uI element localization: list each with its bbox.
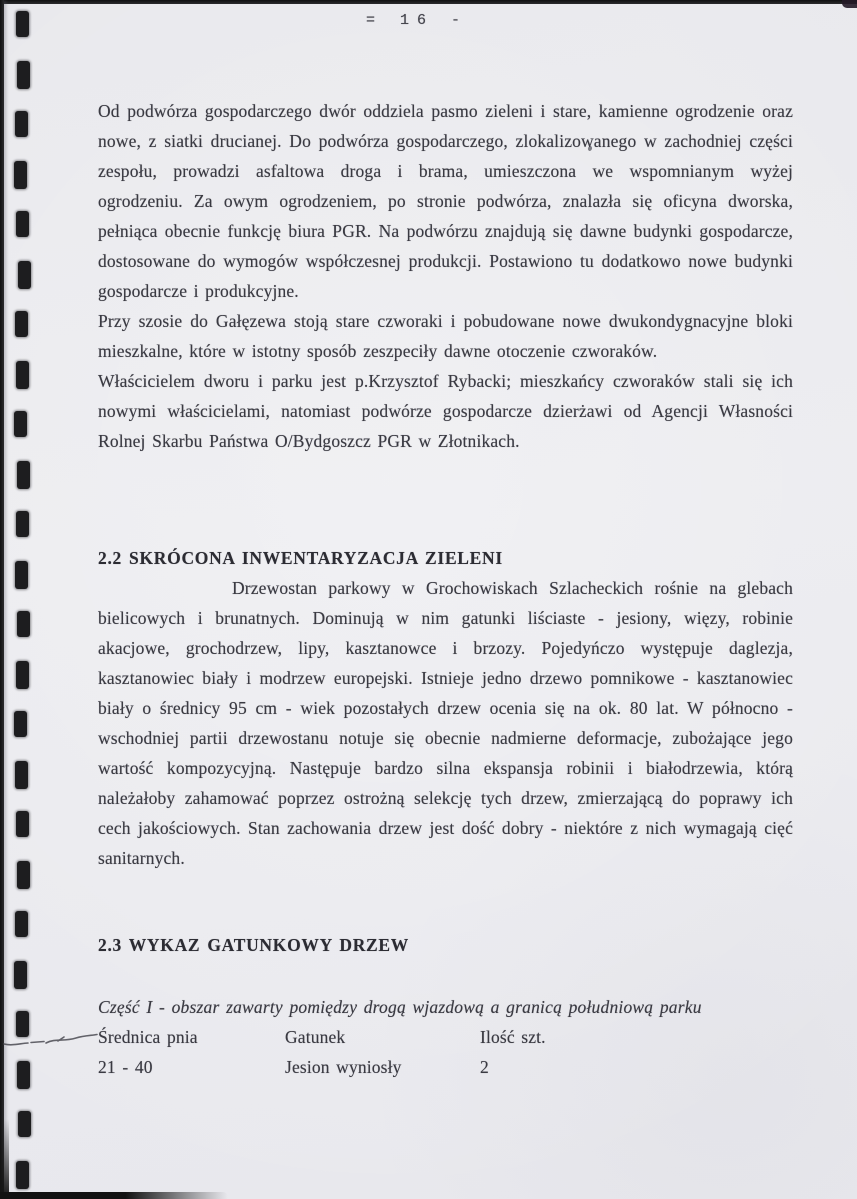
scan-edge-left [0,0,4,1199]
column-header-count: Ilość szt. [480,1027,546,1047]
binding-hole [14,411,27,437]
scan-edge-bottom-left [0,1119,9,1199]
paragraph-czworaki: Przy szosie do Gałęzewa stoją stare czworaki i pobudowane nowe dwukondygnacyjne bloki mieszkalne, które w istotny sposób zeszpeciły dawne otoczenie czworaków. [98,311,793,361]
binding-hole [14,161,27,189]
scan-edge-bottom [0,1192,228,1199]
cell-count: 2 [480,1057,489,1077]
binding-hole [16,1161,29,1189]
binding-hole [15,761,28,789]
binding-hole [16,811,29,837]
scan-edge-top [0,0,857,4]
binding-hole [16,661,29,689]
binding-hole [17,61,30,89]
section-2-2-paragraph: Drzewostan parkowy w Grochowiskach Szlacheckich rośnie na glebach bielicowych i brunatnych. Dominują w nim gatunki liściaste - jesiony, więzy, robinie akacjowe, grochodrzew, lipy, kasztanowce i brzozy. Pojedyńczo występuje daglezja, kasztanowiec biały i modrzew europejski. Istnieje jedno drzewo pomnikowe - kasztanowiec biały o średnicy 95 cm - wiek pozostałych drzew ocenia się na ok. 80 lat. W północno - wschodniej partii drzewostanu notuje się obecnie nadmierne deformacje, zubożające jego wartość kompozycyjną. Następuje bardzo silna ekspansja robinii i białodrzewia, którą należałoby zahamować poprzez ostrożną selekcję tych drzew, zmierzającą do poprawy ich cech jakościowych. Stan zachowania drzew jest dość dobry - niektóre z nich wymagają cięć sanitarnych. [98,578,793,868]
binding-hole [14,961,27,989]
binding-hole [15,111,28,137]
binding-hole [16,361,29,389]
binding-hole [16,211,29,237]
binding-hole [18,1111,31,1137]
binding-hole [16,11,29,37]
table-row [98,1052,793,1082]
part-1-caption: Część I - obszar zawarty pomiędzy drogą wjazdową a granicą południową parku [98,997,702,1017]
paragraph-farm-courtyard: Od podwórza gospodarczego dwór oddziela pasmo zieleni i stare, kamienne ogrodzenie oraz nowe, z siatki drucianej. Do podwórza gospodarczego, zlokalizowanego w zachodniej części zespołu, prowadzi asfaltowa droga i brama, umieszczona we wspomnianym wyżej ogrodzeniu. Za owym ogrodzeniem, po stronie podwórza, znalazła się oficyna dworska, pełniąca obecnie funkcję biura PGR. Na podwórzu znajdują się dawne budynki gospodarcze, dostosowane do wymogów współczesnej produkcji. Postawiono tu dodatkowo nowe budynki gospodarcze i produkcyjne. [98,101,793,301]
binding-hole [17,1061,30,1089]
column-header-trunk-diameter: Średnica pnia [98,1027,198,1047]
table-header-row [98,1022,793,1052]
pen-mark [0,1028,110,1050]
paragraph-owners: Właścicielem dworu i parku jest p.Krzysztof Rybacki; mieszkańcy czworaków stali się ich nowymi właścicielami, natomiast podwórze gospodarcze dzierżawi od Agencji Własności Rolnej Skarbu Państwa O/Bydgoszcz PGR w Złotnikach. [98,371,793,451]
binding-hole [16,511,29,537]
document-body [98,96,793,1082]
cell-species: Jesion wyniosły [285,1057,402,1077]
cell-trunk-diameter: 21 - 40 [98,1057,153,1077]
binding-hole [17,461,30,489]
section-2-3-heading: 2.3 WYKAZ GATUNKOWY DRZEW [98,935,409,955]
binding-hole [14,711,27,737]
binding-hole [17,611,30,637]
binding-hole [15,561,28,589]
binding-hole [15,911,28,937]
scan-edge-corner-top-right [842,0,857,8]
section-2-2-heading: 2.2 SKRÓCONA INWENTARYZACJA ZIELENI [98,548,503,568]
tree-species-table [98,1022,793,1082]
binding-hole [17,861,30,889]
column-header-species: Gatunek [285,1027,346,1047]
binding-hole [18,261,31,289]
page-number: = 16 - [366,12,469,29]
binding-hole [15,311,28,337]
